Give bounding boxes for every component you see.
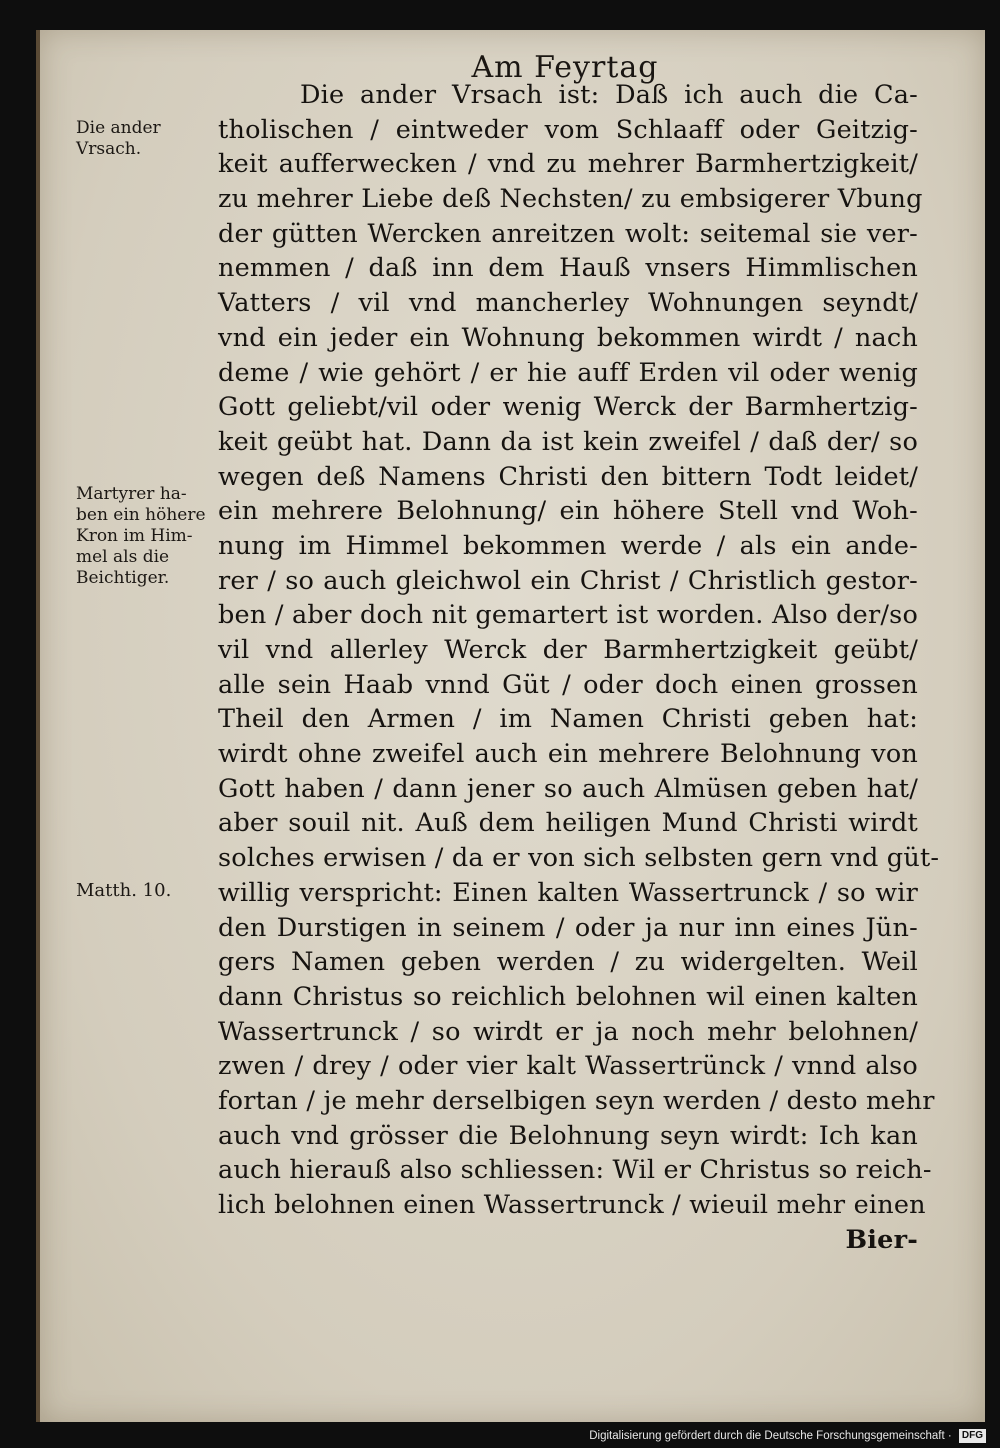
text-line: Gott haben / dann jener so auch Almüsen geben hat/: [218, 773, 918, 804]
text-line: zwen / drey / oder vier kalt Wassertrünck / vnnd also: [218, 1051, 918, 1082]
text-line: ben / aber doch nit gemartert ist worden. Also der/so: [218, 600, 918, 631]
text-line: keit aufferwecken / vnd zu mehrer Barmhertzigkeit/: [218, 149, 918, 180]
text-line: ein mehrere Belohnung/ ein höhere Stell vnd Woh-: [218, 496, 918, 527]
text-line: nemmen / daß inn dem Hauß vnsers Himmlischen: [218, 253, 918, 284]
text-line: Gott geliebt/vil oder wenig Werck der Barmhertzig-: [218, 392, 918, 423]
margin-note-line: Kron im Him-: [76, 526, 193, 546]
text-line: wegen deß Namens Christi den bittern Todt leidet/: [218, 461, 918, 492]
text-line: auch vnd grösser die Belohnung seyn wirdt: Ich kan: [218, 1120, 918, 1151]
text-line: deme / wie gehört / er hie auff Erden vil oder wenig: [218, 357, 918, 388]
text-line: vil vnd allerley Werck der Barmhertzigkeit geübt/: [218, 635, 918, 665]
text-line: Vatters / vil vnd mancherley Wohnungen seyndt/: [218, 288, 918, 319]
margin-note-matth: [76, 880, 226, 901]
margin-note-line: Beichtiger.: [76, 568, 170, 588]
text-line: den Durstigen in seinem / oder ja nur inn eines Jün-: [218, 912, 918, 943]
text-line: gers Namen geben werden / zu widergelten. Weil: [218, 947, 918, 978]
margin-note-ander-vrsach: [76, 118, 226, 160]
running-header: Am Feyrtag: [471, 50, 659, 85]
text-line: Wassertrunck / so wirdt er ja noch mehr belohnen/: [218, 1016, 918, 1047]
text-line: zu mehrer Liebe deß Nechsten/ zu embsigerer Vbung: [218, 184, 923, 215]
text-line: vnd ein jeder ein Wohnung bekommen wirdt / nach: [218, 322, 918, 353]
margin-note-line: Vrsach.: [76, 139, 142, 159]
margin-note-line: Matth. 10.: [76, 880, 172, 901]
dfg-logo: DFG: [959, 1429, 986, 1443]
text-line: aber souil nit. Auß dem heiligen Mund Christi wirdt: [218, 808, 918, 839]
text-line: dann Christus so reichlich belohnen wil einen kalten: [218, 981, 918, 1012]
text-line: rer / so auch gleichwol ein Christ / Christlich gestor-: [218, 565, 918, 596]
catchword: Bier-: [845, 1224, 918, 1255]
margin-note-line: Die ander: [76, 118, 161, 138]
footer-bar: [0, 1424, 1000, 1448]
footer-credit: Digitalisierung gefördert durch die Deutsche Forschungsgemeinschaft ·: [589, 1430, 952, 1442]
text-line: lich belohnen einen Wassertrunck / wieuil mehr einen: [218, 1190, 926, 1220]
text-line: keit geübt hat. Dann da ist kein zweifel / daß der/ so: [218, 426, 918, 457]
main-text-block: [218, 78, 940, 1257]
margin-note-martyrer: [76, 484, 226, 589]
text-line: alle sein Haab vnnd Güt / oder doch einen grossen: [218, 669, 918, 700]
text-line: solches erwisen / da er von sich selbsten gern vnd güt-: [218, 843, 940, 874]
text-line: willig verspricht: Einen kalten Wassertrunck / so wir: [218, 877, 918, 908]
text-line: der gütten Wercken anreitzen wolt: seitemal sie ver-: [218, 218, 918, 249]
margin-note-line: Martyrer ha-: [76, 484, 187, 504]
text-line: auch hierauß also schliessen: Wil er Christus so reich-: [218, 1155, 932, 1186]
text-line: wirdt ohne zweifel auch ein mehrere Belohnung von: [218, 739, 918, 770]
text-line: Theil den Armen / im Namen Christi geben hat:: [218, 704, 918, 735]
margin-note-line: ben ein höhere: [76, 505, 206, 525]
text-line: nung im Himmel bekommen werde / als ein ande-: [218, 530, 918, 561]
text-line: Die ander Vrsach ist: Daß ich auch die Ca-: [300, 80, 918, 110]
text-line: fortan / je mehr derselbigen seyn werden / desto mehr: [218, 1085, 935, 1116]
margin-note-line: mel als die: [76, 547, 170, 567]
text-line: tholischen / eintweder vom Schlaaff oder Geitzig-: [218, 114, 918, 145]
